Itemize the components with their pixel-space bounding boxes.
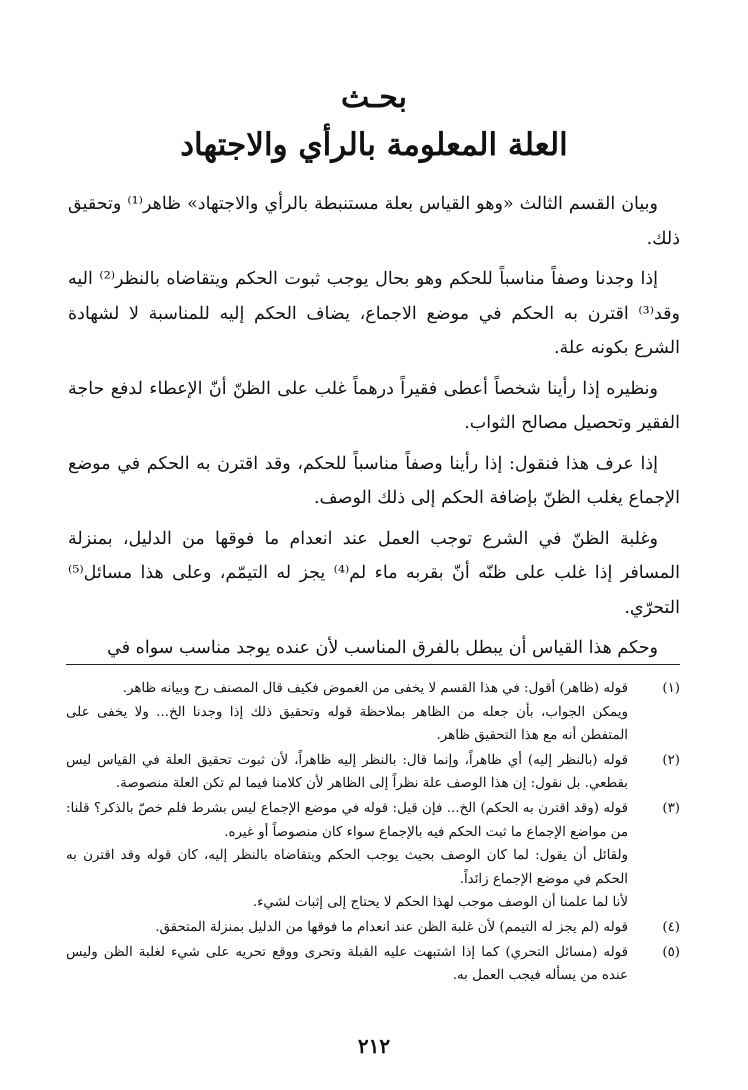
paragraph: وغلبة الظنّ في الشرع توجب العمل عند انعدام ما فوقها من الدليل، بمنزلة المسافر إذا غلب على ظنّه أنّ بقربه ماء لم⁽⁴⁾ يجز له التيمّم، وعلى هذا مسائل⁽⁵⁾ التحرّي. <box>68 528 680 618</box>
footnote-body <box>66 797 628 915</box>
footnote-line: ويمكن الجواب، بأن جعله من الظاهر بملاحظة قوله وتحقيق ذلك إذا وجدنا الخ... ولا يخفى على المتفطن أنه مع هذا التحقيق ظاهر. <box>66 704 628 744</box>
section-title: العلة المعلومة بالرأي والاجتهاد <box>180 127 568 163</box>
section-kind-heading: بحـث <box>341 80 407 115</box>
footnote-line: قوله (ظاهر) أقول: في هذا القسم لا يخفى من الغموض فكيف قال المصنف رح وبيانه ظاهر. <box>122 681 628 696</box>
footnote-body <box>66 941 628 988</box>
footnote <box>66 797 680 915</box>
footnote-number: (٤) <box>662 919 680 935</box>
footnote-number: (١) <box>662 681 680 696</box>
footnote-line: لأنا لما علمنا أن الوصف موجب لهذا الحكم لا يحتاج إلى إثبات لشيء. <box>252 895 628 911</box>
main-text <box>68 187 680 672</box>
footnote <box>66 916 680 940</box>
paragraph: وحكم هذا القياس أن يبطل بالفرق المناسب لأن عنده يوجد مناسب سواه في <box>107 638 658 658</box>
footnote-line: قوله (بالنظر إليه) أي ظاهراً، وإنما قال: بالنظر إليه ظاهراً، لأن ثبوت تحقيق العلة في القياس ليس بقطعي. بل نقول: إن هذا الوصف علة نظراً إلى الظاهر لأن كلامنا فيما لم تكن العلة منصوصة. <box>66 752 628 792</box>
footnotes <box>66 677 680 989</box>
footnote-body <box>66 916 628 940</box>
footnote <box>66 749 680 796</box>
page-number: ٢١٢ <box>357 1034 391 1058</box>
footnote-body <box>66 677 628 748</box>
footnote-line: قوله (وقد اقترن به الحكم) الخ... فإن قيل: قوله في موضع الإجماع ليس بشرط فلم خصّ بالذكر؟ قلنا: من مواضع الإجماع ما ثبت الحكم فيه بالإجماع سواء كان منصوصاً أو غيره. <box>66 800 628 840</box>
paragraph: إذا وجدنا وصفاً مناسباً للحكم وهو بحال يوجب ثبوت الحكم ويتقاضاه بالنظر⁽²⁾ اليه وقد⁽³⁾ اقترن به الحكم في موضع الاجماع، يضاف الحكم إليه للمناسبة لا لشهادة الشرع بكونه علة. <box>68 269 680 358</box>
paragraph: ونظيره إذا رأينا شخصاً أعطى فقيراً درهماً غلب على الظنّ أنّ الإعطاء لدفع حاجة الفقير وتحصيل مصالح الثواب. <box>68 378 680 433</box>
paragraph: إذا عرف هذا فنقول: إذا رأينا وصفاً مناسباً للحكم، وقد اقترن به الحكم في موضع الإجماع يغلب الظنّ بإضافة الحكم إلى ذلك الوصف. <box>68 453 680 508</box>
paragraph: وبيان القسم الثالث «وهو القياس بعلة مستنبطة بالرأي والاجتهاد» ظاهر⁽¹⁾ وتحقيق ذلك. <box>68 194 680 249</box>
footnote-line: ولقائل أن يقول: لما كان الوصف بحيث يوجب الحكم ويتقاضاه بالنظر إليه، كان قوله وقد اقترن به الحكم في موضع الإجماع زائداً. <box>66 848 628 887</box>
footnote-line: قوله (مسائل التحري) كما إذا اشتبهت عليه القبلة وتحرى ووقع تحريه على شيء لغلبة الظن وليس عنده من يسأله فيجب العمل به. <box>66 944 628 984</box>
footnote <box>66 677 680 748</box>
footnote-divider <box>66 664 680 665</box>
footnote-number: (٢) <box>662 752 680 768</box>
footnote-line: قوله (لم يجز له التيمم) لأن غلبة الظن عند انعدام ما فوقها من الدليل بمنزلة المتحقق. <box>155 919 628 935</box>
footnote-number: (٥) <box>662 944 680 960</box>
footnote-number: (٣) <box>662 800 680 816</box>
footnote <box>66 941 680 988</box>
footnote-body <box>66 749 628 796</box>
